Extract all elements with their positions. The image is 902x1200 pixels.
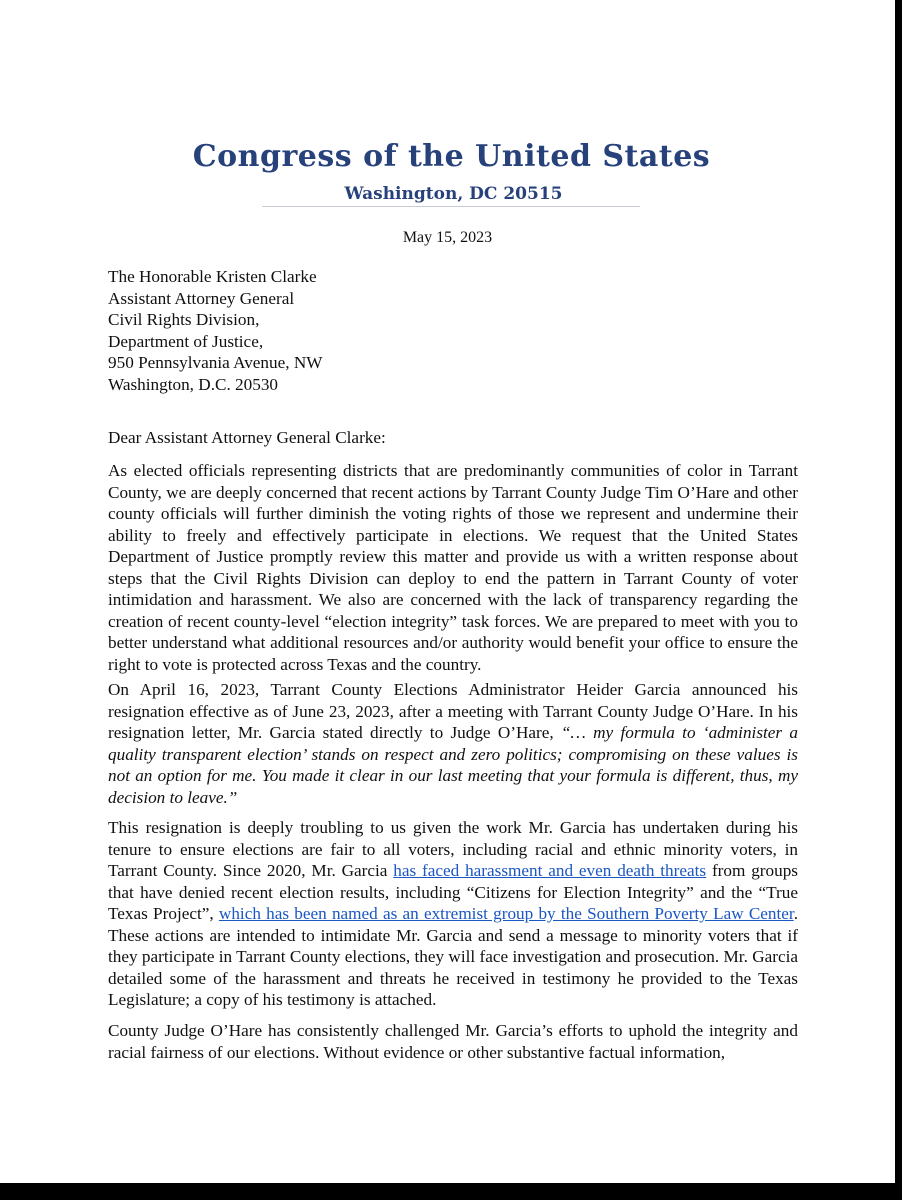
recipient-address	[108, 266, 798, 395]
letter-date: May 15, 2023	[402, 229, 493, 246]
paragraph-3-text-3: . These actions are intended to intimidate Mr. Garcia and send a message to minority voters that if they participate in Tarrant County elections, they will face investigation and prosecution. Mr. Garcia detailed some of the harassment and threats he received in testimony he provided to the Texas Legislature; a copy of his testimony is attached.	[108, 904, 799, 1009]
letterhead-title: Congress of the United States	[192, 139, 711, 174]
paragraph-3-text-1: This resignation is deeply troubling to us given the work Mr. Garcia has undertaken during his tenure to ensure elections are fair to all voters, including racial and ethnic minority voters, in Tarrant County. Since 2020, Mr. Garcia	[108, 818, 798, 880]
paragraph-2	[108, 679, 798, 808]
recipient-line: Washington, D.C. 20530	[108, 374, 279, 394]
paragraph-1: As elected officials representing districts that are predominantly communities of color in Tarrant County, we are deeply concerned that recent actions by Tarrant County Judge Tim O’Hare and other county officials will further diminish the voting rights of those we represent and undermine their ability to freely and effectively participate in elections. We request that the United States Department of Justice promptly review this matter and provide us with a written response about steps that the Civil Rights Division can deploy to end the pattern in Tarrant County of voter intimidation and harassment. We also are concerned with the lack of transparency regarding the creation of recent county-level “election integrity” task forces. We are prepared to meet with you to better understand what additional resources and/or authority would benefit your office to ensure the right to vote is protected across Texas and the country.	[108, 461, 798, 674]
recipient-line: Civil Rights Division,	[108, 310, 260, 329]
recipient-line: 950 Pennsylvania Avenue, NW	[108, 353, 323, 372]
harassment-threats-link[interactable]: has faced harassment and even death threats	[393, 861, 707, 880]
splc-extremist-group-link[interactable]: which has been named as an extremist group by the Southern Poverty Law Center	[218, 904, 794, 923]
paragraph-3-text-2: from groups that have denied recent election results, including “Citizens for Election Integrity” and the “True Texas Project”,	[108, 861, 798, 923]
letterhead-subtitle: Washington, DC 20515	[344, 184, 563, 204]
recipient-line: Assistant Attorney General	[108, 288, 295, 308]
paragraph-4: County Judge O’Hare has consistently challenged Mr. Garcia’s efforts to uphold the integrity and racial fairness of our elections. Without evidence or other substantive factual information,	[108, 1021, 798, 1062]
recipient-line: Department of Justice,	[108, 331, 264, 351]
letterhead-divider	[262, 206, 640, 207]
resignation-quote: “… my formula to ‘administer a quality transparent election’ stands on respect and zero politics; compromising on these values is not an option for me. You made it clear in our last meeting that your formula is different, thus, my decision to leave.”	[108, 723, 798, 807]
recipient-line: The Honorable Kristen Clarke	[108, 267, 317, 286]
salutation: Dear Assistant Attorney General Clarke:	[108, 428, 386, 447]
paragraph-2-text: On April 16, 2023, Tarrant County Elections Administrator Heider Garcia announced his resignation effective as of June 23, 2023, after a meeting with Tarrant County Judge O’Hare. In his resignation letter, Mr. Garcia stated directly to Judge O’Hare,	[108, 680, 798, 742]
paragraph-3	[108, 817, 798, 1011]
page-bottom-edge	[0, 1183, 902, 1200]
